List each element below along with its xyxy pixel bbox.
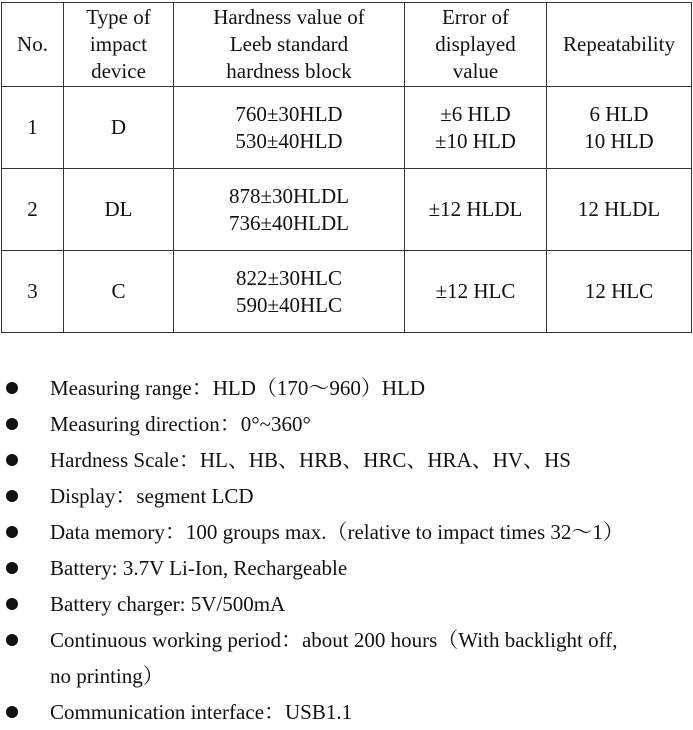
cell-error <box>405 87 547 169</box>
cell-text: DL <box>104 197 133 221</box>
cell-text: ±10 HLD <box>435 128 516 153</box>
list-item <box>0 370 693 406</box>
cell-text: 1 <box>27 115 38 139</box>
list-item <box>0 478 693 514</box>
feature-text: Communication interface：USB1.1 <box>50 700 353 724</box>
cell-text: 736±40HLDL <box>228 210 349 235</box>
cell-no <box>2 169 64 251</box>
bullet-icon <box>6 490 18 502</box>
cell-error <box>405 169 547 251</box>
header-line: No. <box>17 32 48 56</box>
feature-text-continued: no printing） <box>50 664 164 688</box>
table-row <box>2 251 692 333</box>
cell-text: 6 HLD <box>589 101 649 126</box>
cell-text: 878±30HLDL <box>228 183 349 208</box>
table-row <box>2 87 692 169</box>
cell-hardness <box>174 251 405 333</box>
list-item <box>0 622 693 694</box>
list-item <box>0 694 693 730</box>
cell-text: ±12 HLC <box>435 279 516 303</box>
cell-text: 530±40HLD <box>235 128 343 153</box>
list-item <box>0 442 693 478</box>
list-item <box>0 550 693 586</box>
cell-error <box>405 251 547 333</box>
list-item <box>0 586 693 622</box>
header-line: Leeb standard <box>229 32 349 56</box>
cell-hardness <box>174 87 405 169</box>
header-line: Type of <box>86 5 151 29</box>
header-line: value <box>452 59 499 83</box>
header-line: Error of <box>441 5 510 29</box>
cell-no <box>2 251 64 333</box>
cell-repeatability <box>547 251 692 333</box>
header-line: hardness block <box>226 59 352 83</box>
cell-no <box>2 87 64 169</box>
bullet-icon <box>6 382 18 394</box>
bullet-icon <box>6 634 18 646</box>
feature-text: Display：segment LCD <box>50 484 254 508</box>
header-line: device <box>91 59 146 83</box>
specification-table <box>1 2 692 333</box>
cell-device <box>64 169 174 251</box>
header-line: Hardness value of <box>213 5 365 29</box>
bullet-icon <box>6 418 18 430</box>
cell-hardness <box>174 169 405 251</box>
feature-text: Measuring direction：0°~360° <box>50 412 311 436</box>
feature-text: Data memory：100 groups max.（relative to impact times 32～1） <box>50 520 624 544</box>
cell-text: 590±40HLC <box>235 292 343 317</box>
bullet-icon <box>6 598 18 610</box>
cell-text: D <box>110 115 127 139</box>
feature-text: Measuring range：HLD（170～960）HLD <box>50 376 426 400</box>
cell-text: 12 HLDL <box>577 197 661 221</box>
bullet-icon <box>6 562 18 574</box>
cell-repeatability <box>547 87 692 169</box>
header-line: Repeatability <box>563 32 675 56</box>
header-impact-device <box>64 3 174 87</box>
cell-text: 2 <box>27 197 38 221</box>
header-repeatability <box>547 3 692 87</box>
cell-text: 760±30HLD <box>235 101 343 126</box>
cell-device <box>64 251 174 333</box>
header-line: impact <box>89 32 148 56</box>
header-no <box>2 3 64 87</box>
header-error <box>405 3 547 87</box>
cell-text: 822±30HLC <box>235 265 343 290</box>
cell-device <box>64 87 174 169</box>
header-hardness-value <box>174 3 405 87</box>
feature-list <box>0 370 693 730</box>
cell-repeatability <box>547 169 692 251</box>
cell-text: 10 HLD <box>584 128 654 153</box>
feature-text: Hardness Scale：HL、HB、HRB、HRC、HRA、HV、HS <box>50 448 571 472</box>
table-row <box>2 169 692 251</box>
cell-text: 12 HLC <box>584 279 654 303</box>
table-header-row <box>2 3 692 87</box>
list-item <box>0 406 693 442</box>
bullet-icon <box>6 526 18 538</box>
feature-text: Battery charger: 5V/500mA <box>50 592 286 616</box>
cell-text: C <box>111 279 126 303</box>
cell-text: ±12 HLDL <box>428 197 523 221</box>
list-item <box>0 514 693 550</box>
header-line: displayed <box>435 32 516 56</box>
bullet-icon <box>6 454 18 466</box>
cell-text: ±6 HLD <box>440 101 511 126</box>
bullet-icon <box>6 706 18 718</box>
feature-text: Continuous working period：about 200 hours（With backlight off, <box>50 628 618 652</box>
feature-text: Battery: 3.7V Li-Ion, Rechargeable <box>50 556 348 580</box>
cell-text: 3 <box>27 279 38 303</box>
